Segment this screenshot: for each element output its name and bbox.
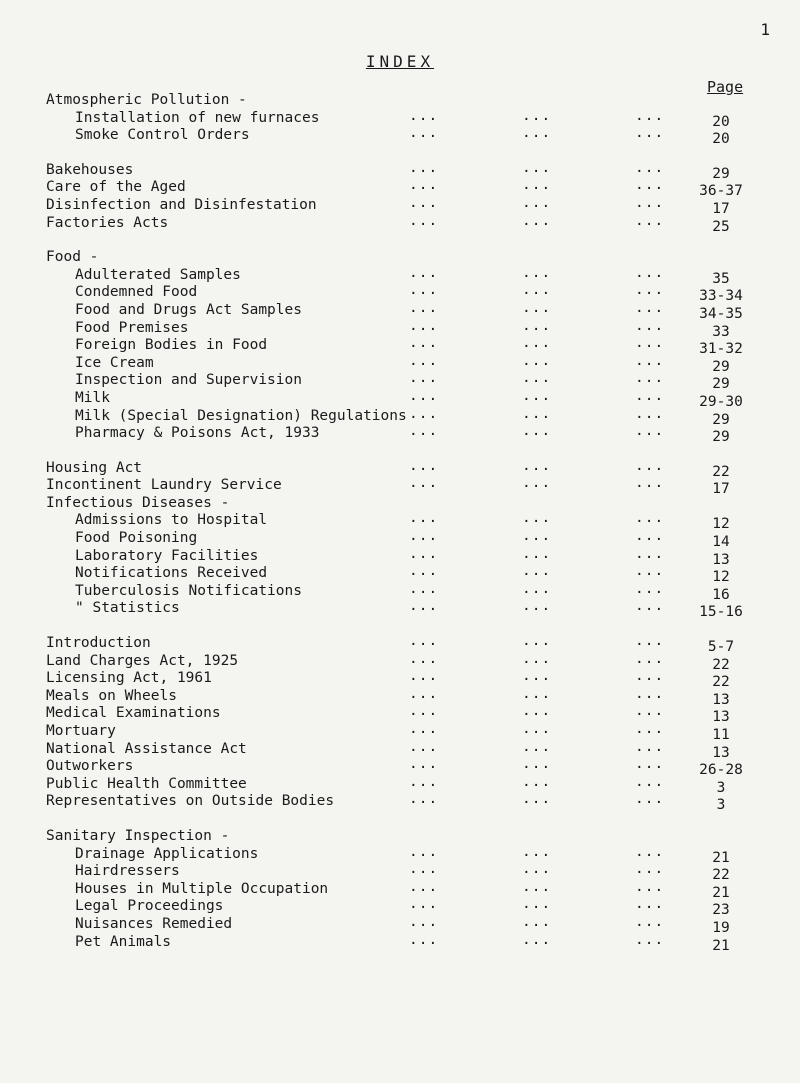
entry-page-number: 22 [712, 656, 730, 673]
leader-dot-group: ... [409, 861, 439, 878]
entry-label: Food and Drugs Act Samples [75, 301, 302, 318]
leader-dot-group: ... [635, 913, 665, 930]
entry-label: Public Health Committee [46, 775, 247, 792]
entry-label: Adulterated Samples [75, 266, 241, 283]
entry-label: Inspection and Supervision [75, 372, 302, 389]
leader-dot-group: ... [409, 107, 439, 124]
leader-dot-group: ... [409, 843, 439, 860]
leader-dot-group: ... [522, 335, 552, 352]
entry-label: Outworkers [46, 758, 134, 775]
entry-label: Admissions to Hospital [75, 512, 268, 529]
entry-page-number: 26-28 [699, 762, 743, 779]
leader-dot-group: ... [635, 843, 665, 860]
entry-label: Installation of new furnaces [75, 109, 320, 126]
leader-dot-group: ... [635, 721, 665, 737]
leader-dot-group: ... [522, 282, 552, 299]
entry-page-number: 20 [712, 113, 730, 130]
entry-label: Factories Acts [46, 214, 169, 231]
entry-label: Housing Act [46, 459, 143, 476]
leader-dot-group: ... [522, 756, 552, 773]
section-gap [46, 811, 766, 828]
entry-page-number: 12 [712, 569, 730, 586]
entry-page-number: 13 [712, 744, 730, 761]
leader-dot-group: ... [409, 896, 439, 913]
entry-page-number: 33 [712, 323, 730, 340]
entry-label: Pet Animals [75, 933, 172, 950]
leader-dot-group: ... [522, 721, 552, 737]
leader-dot-group: ... [635, 125, 665, 142]
leader-dot-group: ... [409, 773, 439, 790]
entry-label: Incontinent Laundry Service [46, 477, 282, 494]
leader-dot-group: ... [522, 423, 552, 440]
leader-dot-group: ... [635, 423, 665, 440]
index-entry [46, 125, 766, 148]
entry-label: Pharmacy & Poisons Act, 1933 [75, 425, 320, 442]
page-column-header: Page [707, 78, 744, 96]
entry-page-number: 12 [712, 516, 730, 533]
leader-dot-group: ... [522, 457, 552, 474]
leader-dot-group: ... [522, 405, 552, 422]
entry-page-number: 34-35 [699, 305, 743, 322]
entry-page-number: 17 [712, 481, 730, 498]
leader-dot-group: ... [409, 703, 439, 720]
entry-page-number: 16 [712, 586, 730, 603]
entry-label: Smoke Control Orders [75, 127, 250, 144]
entry-label: Mortuary [46, 723, 116, 739]
entry-label: Foreign Bodies in Food [75, 337, 268, 354]
entry-label: Hairdressers [75, 863, 180, 880]
leader-dot-group: ... [409, 352, 439, 369]
leader-dot-group: ... [522, 861, 552, 878]
leader-dot-group: ... [409, 387, 439, 404]
entry-page-number: 17 [712, 200, 730, 217]
leader-dot-group: ... [635, 457, 665, 474]
leader-dot-group: ... [409, 931, 439, 948]
leader-dot-group: ... [635, 878, 665, 895]
page-number: 1 [760, 20, 770, 39]
entry-label: Meals on Wheels [46, 687, 177, 704]
leader-dot-group: ... [635, 931, 665, 948]
entry-page-number: 29 [712, 376, 730, 393]
leader-dot-group: ... [409, 212, 439, 229]
leader-dot-group: ... [522, 563, 552, 580]
leader-dot-group: ... [635, 387, 665, 404]
leader-dot-group: ... [409, 721, 439, 737]
entry-label: Drainage Applications [75, 845, 259, 862]
leader-dot-group: ... [409, 317, 439, 334]
entry-page-number: 36-37 [699, 183, 743, 200]
leader-dot-group: ... [522, 177, 552, 194]
entry-page-number: 29 [712, 429, 730, 446]
entry-label: Milk [75, 389, 110, 406]
leader-dot-group: ... [522, 773, 552, 790]
leader-dot-group: ... [635, 370, 665, 387]
entry-page-number: 20 [712, 131, 730, 148]
leader-dot-group: ... [635, 598, 665, 615]
leader-dot-group: ... [409, 913, 439, 930]
leader-dot-group: ... [635, 475, 665, 492]
leader-dot-group: ... [635, 510, 665, 527]
leader-dot-group: ... [635, 335, 665, 352]
entry-label: Infectious Diseases - [46, 494, 230, 511]
leader-dot-group: ... [522, 633, 552, 650]
leader-dot-group: ... [635, 668, 665, 685]
entry-label: Nuisances Remedied [75, 915, 233, 932]
entry-label: National Assistance Act [46, 740, 247, 757]
leader-dot-group: ... [522, 791, 552, 808]
entry-label: Sanitary Inspection - [46, 827, 230, 844]
entry-page-number: 29 [712, 411, 730, 428]
entry-label: Care of the Aged [46, 179, 186, 196]
leader-dot-group: ... [522, 896, 552, 913]
entry-page-number: 11 [712, 727, 730, 743]
leader-dot-group: ... [522, 598, 552, 615]
leader-dot-group: ... [522, 738, 552, 755]
leader-dot-group: ... [635, 738, 665, 755]
leader-dot-group: ... [635, 107, 665, 124]
entry-page-number: 14 [712, 534, 730, 551]
leader-dot-group: ... [522, 299, 552, 316]
leader-dot-group: ... [409, 475, 439, 492]
entry-label: Legal Proceedings [75, 898, 224, 915]
leader-dot-group: ... [635, 896, 665, 913]
leader-dot-group: ... [522, 125, 552, 142]
leader-dot-group: ... [409, 580, 439, 597]
leader-dot-group: ... [409, 405, 439, 422]
leader-dot-group: ... [409, 545, 439, 562]
leader-dot-group: ... [522, 510, 552, 527]
leader-dot-group: ... [409, 685, 439, 702]
index-entries [46, 92, 766, 954]
leader-dot-group: ... [409, 510, 439, 527]
entry-page-number: 21 [712, 937, 730, 954]
leader-dot-group: ... [522, 878, 552, 895]
entry-page-number: 29-30 [699, 393, 743, 410]
leader-dot-group: ... [522, 107, 552, 124]
leader-dot-group: ... [635, 352, 665, 369]
entry-label: Food Poisoning [75, 530, 198, 547]
entry-page-number: 22 [712, 674, 730, 691]
leader-dot-group: ... [409, 299, 439, 316]
index-entry [46, 791, 766, 814]
leader-dot-group: ... [409, 528, 439, 545]
entry-label: Tuberculosis Notifications [75, 582, 302, 599]
index-entry [46, 598, 766, 621]
leader-dot-group: ... [522, 843, 552, 860]
leader-dot-group: ... [522, 703, 552, 720]
entry-page-number: 15-16 [699, 604, 743, 621]
leader-dot-group: ... [635, 563, 665, 580]
entry-label: " Statistics [75, 600, 180, 617]
entry-page-number: 35 [712, 270, 730, 287]
entry-page-number: 23 [712, 902, 730, 919]
entry-label: Notifications Received [75, 565, 268, 582]
entry-page-number: 13 [712, 551, 730, 568]
entry-label: Medical Examinations [46, 705, 221, 722]
entry-label: Food Premises [75, 319, 189, 336]
entry-page-number: 13 [712, 709, 730, 726]
entry-page-number: 21 [712, 849, 730, 866]
entry-page-number: 3 [716, 779, 726, 796]
leader-dot-group: ... [522, 370, 552, 387]
entry-page-number: 31-32 [699, 341, 743, 358]
entry-label: Disinfection and Disinfestation [46, 196, 317, 213]
leader-dot-group: ... [635, 405, 665, 422]
leader-dot-group: ... [522, 387, 552, 404]
entry-page-number: 5-7 [707, 639, 735, 656]
entry-label: Atmospheric Pollution - [46, 92, 247, 108]
leader-dot-group: ... [635, 282, 665, 299]
leader-dot-group: ... [635, 650, 665, 667]
leader-dot-group: ... [409, 457, 439, 474]
leader-dot-group: ... [522, 317, 552, 334]
leader-dot-group: ... [522, 352, 552, 369]
leader-dot-group: ... [635, 756, 665, 773]
entry-page-number: 21 [712, 884, 730, 901]
leader-dot-group: ... [635, 528, 665, 545]
entry-label: Houses in Multiple Occupation [75, 880, 329, 897]
leader-dot-group: ... [522, 545, 552, 562]
leader-dot-group: ... [409, 563, 439, 580]
leader-dot-group: ... [522, 580, 552, 597]
entry-page-number: 22 [712, 463, 730, 480]
entry-label: Condemned Food [75, 284, 198, 301]
leader-dot-group: ... [409, 335, 439, 352]
entry-page-number: 3 [716, 797, 726, 814]
index-entry [46, 212, 766, 235]
entry-page-number: 29 [712, 358, 730, 375]
leader-dot-group: ... [635, 861, 665, 878]
leader-dot-group: ... [409, 633, 439, 650]
leader-dot-group: ... [635, 580, 665, 597]
leader-dot-group: ... [409, 282, 439, 299]
entry-label: Ice Cream [75, 354, 154, 371]
leader-dot-group: ... [635, 791, 665, 808]
leader-dot-group: ... [409, 756, 439, 773]
leader-dot-group: ... [522, 685, 552, 702]
leader-dot-group: ... [522, 264, 552, 281]
leader-dot-group: ... [635, 633, 665, 650]
entry-label: Licensing Act, 1961 [46, 670, 212, 687]
entry-label: Milk (Special Designation) Regulations [75, 407, 407, 424]
leader-dot-group: ... [409, 370, 439, 387]
leader-dot-group: ... [522, 212, 552, 229]
leader-dot-group: ... [409, 194, 439, 211]
entry-label: Laboratory Facilities [75, 547, 259, 564]
leader-dot-group: ... [409, 650, 439, 667]
leader-dot-group: ... [635, 703, 665, 720]
entry-page-number: 29 [712, 165, 730, 182]
leader-dot-group: ... [409, 159, 439, 176]
entry-page-number: 19 [712, 919, 730, 936]
page-title: INDEX [365, 52, 435, 71]
entry-label: Representatives on Outside Bodies [46, 793, 335, 810]
entry-label: Food - [46, 249, 99, 266]
leader-dot-group: ... [409, 423, 439, 440]
leader-dot-group: ... [635, 177, 665, 194]
leader-dot-group: ... [522, 194, 552, 211]
index-entry [46, 931, 766, 954]
leader-dot-group: ... [409, 125, 439, 142]
leader-dot-group: ... [635, 545, 665, 562]
leader-dot-group: ... [409, 668, 439, 685]
leader-dot-group: ... [635, 194, 665, 211]
leader-dot-group: ... [522, 528, 552, 545]
leader-dot-group: ... [409, 598, 439, 615]
leader-dot-group: ... [635, 212, 665, 229]
leader-dot-group: ... [635, 317, 665, 334]
leader-dot-group: ... [635, 685, 665, 702]
entry-label: Introduction [46, 635, 151, 652]
index-entry [46, 475, 766, 498]
entry-page-number: 33-34 [699, 288, 743, 305]
leader-dot-group: ... [522, 159, 552, 176]
leader-dot-group: ... [635, 159, 665, 176]
leader-dot-group: ... [409, 791, 439, 808]
entry-label: Land Charges Act, 1925 [46, 652, 239, 669]
leader-dot-group: ... [522, 931, 552, 948]
entry-page-number: 13 [712, 691, 730, 708]
leader-dot-group: ... [522, 913, 552, 930]
leader-dot-group: ... [409, 264, 439, 281]
section-gap [46, 232, 766, 249]
entry-page-number: 25 [712, 218, 730, 235]
leader-dot-group: ... [522, 650, 552, 667]
leader-dot-group: ... [522, 475, 552, 492]
leader-dot-group: ... [635, 264, 665, 281]
entry-label: Bakehouses [46, 161, 134, 178]
leader-dot-group: ... [635, 299, 665, 316]
entry-page-number: 22 [712, 867, 730, 884]
leader-dot-group: ... [409, 177, 439, 194]
leader-dot-group: ... [635, 773, 665, 790]
leader-dot-group: ... [409, 878, 439, 895]
leader-dot-group: ... [409, 738, 439, 755]
leader-dot-group: ... [522, 668, 552, 685]
index-entry [46, 423, 766, 446]
